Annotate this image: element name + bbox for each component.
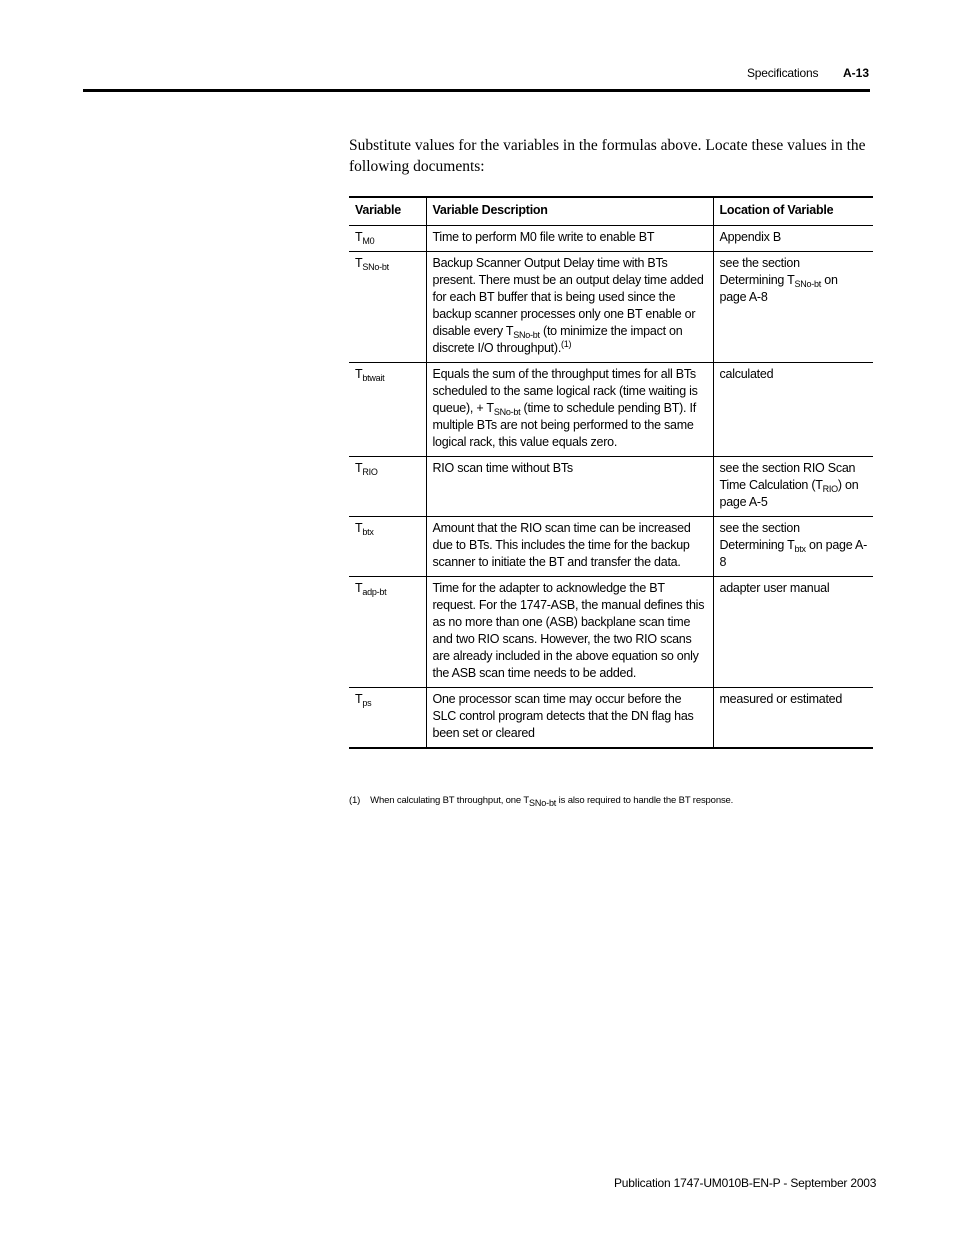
variable-cell: $T_{btwait}$ xyxy=(349,363,426,457)
column-header-variable: Variable xyxy=(349,197,426,226)
column-header-description: Variable Description xyxy=(426,197,713,226)
location-cell: see the section Determining $T_{btx}$ on page A-8 xyxy=(713,517,873,577)
table-row xyxy=(349,688,873,749)
description-cell: Time for the adapter to acknowledge the BT request. For the 1747-ASB, the manual defines this as no more than one (ASB) backplane scan time and two RIO scans. However, the two RIO scans are already included in the above equation so only the ASB scan time needs to be added. xyxy=(426,577,713,688)
variable-cell: $T_{adp-bt}$ xyxy=(349,577,426,688)
footnote: (1) When calculating BT throughput, one $T_{SNo-bt}$ is also required to handle the BT response. xyxy=(349,795,734,808)
description-cell: Equals the sum of the throughput times for all BTs scheduled to the same logical rack (time waiting is queue), + $T_{SNo-bt}$ (time to schedule pending BT). If multiple BTs are not being performed to the same logical rack, this value equals zero. xyxy=(426,363,713,457)
header-rule xyxy=(83,89,870,92)
description-cell: RIO scan time without BTs xyxy=(426,457,713,517)
intro-paragraph: Substitute values for the variables in the formulas above. Locate these values in the following documents: xyxy=(349,137,866,175)
location-cell: adapter user manual xyxy=(713,577,873,688)
location-cell: see the section RIO Scan Time Calculation $(T_{RIO})$ on page A-5 xyxy=(713,457,873,517)
table-header-row xyxy=(349,197,873,226)
table-row xyxy=(349,226,873,252)
table-row xyxy=(349,363,873,457)
table-row xyxy=(349,577,873,688)
table-row xyxy=(349,252,873,363)
table-row xyxy=(349,457,873,517)
variables-table xyxy=(349,196,873,749)
footnote-number: (1) xyxy=(349,795,361,806)
variable-cell: $T_{ps}$ xyxy=(349,688,426,749)
location-cell: calculated xyxy=(713,363,873,457)
description-cell: Amount that the RIO scan time can be increased due to BTs. This includes the time for the backup scanner to initiate the BT and transfer the data. xyxy=(426,517,713,577)
running-header-section: Specifications xyxy=(747,66,819,80)
footnote-reference: (1) xyxy=(561,339,572,349)
location-cell: see the section Determining $T_{SNo-bt}$ on page A-8 xyxy=(713,252,873,363)
variable-cell: $T_{btx}$ xyxy=(349,517,426,577)
description-cell: Backup Scanner Output Delay time with BTs present. There must be an output delay time added for each BT buffer that is being used since the backup scanner processes only one BT enable or disable every $T_{SNo-bt}$ (to minimize the impact on discrete I/O throughput).$^{(1)}$ xyxy=(426,252,713,363)
description-cell: One processor scan time may occur before the SLC control program detects that the DN flag has been set or cleared xyxy=(426,688,713,749)
location-cell: measured or estimated xyxy=(713,688,873,749)
page-number: A-13 xyxy=(843,66,870,80)
description-cell: Time to perform M0 file write to enable BT xyxy=(426,226,713,252)
publication-footer: Publication 1747-UM010B-EN-P - September 2003 xyxy=(614,1176,877,1190)
variable-cell: $T_{RIO}$ xyxy=(349,457,426,517)
location-cell: Appendix B xyxy=(713,226,873,252)
variable-cell: $T_{M0}$ xyxy=(349,226,426,252)
variable-cell: $T_{SNo-bt}$ xyxy=(349,252,426,363)
column-header-location: Location of Variable xyxy=(713,197,873,226)
table-row xyxy=(349,517,873,577)
